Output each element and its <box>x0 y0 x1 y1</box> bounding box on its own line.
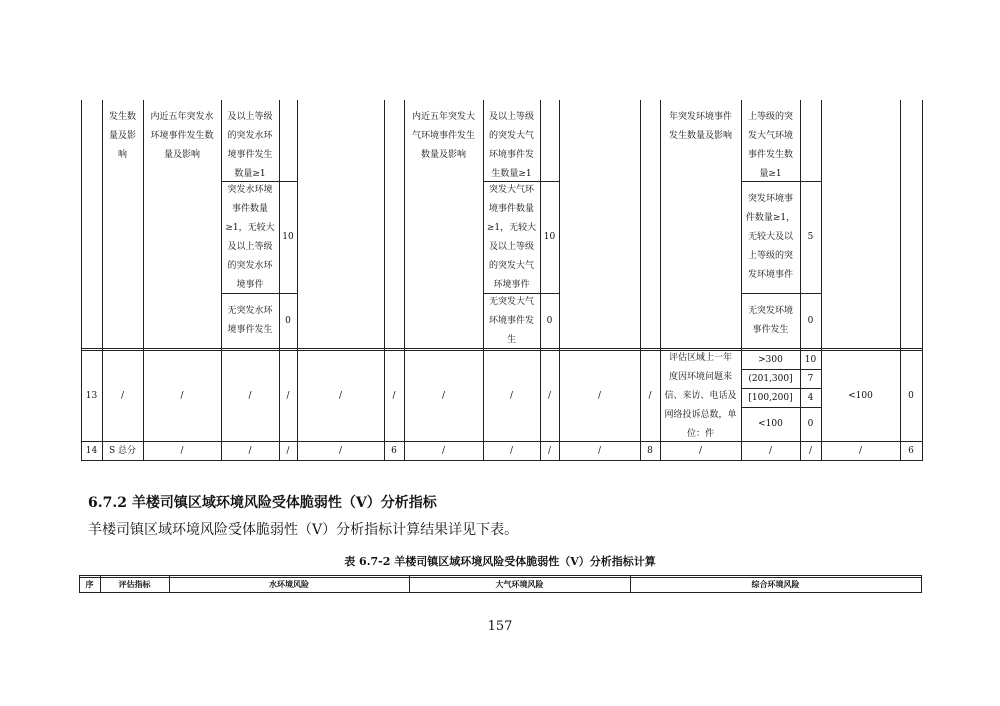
comp-complaints-desc: 评估区域上一年 度因环境问题来 信、来访、电话及 网络投诉总数，单 位：件 <box>664 352 737 439</box>
slash-cell: / <box>338 445 343 456</box>
page-number: 157 <box>487 619 513 634</box>
water-total: 6 <box>391 445 397 456</box>
row-number: 14 <box>85 445 98 456</box>
slash-cell: / <box>248 445 252 456</box>
comp-score-3: 0 <box>807 315 814 326</box>
comp-desc: 年突发环境事件 发生数量及影响 <box>668 112 732 141</box>
slash-cell: / <box>858 445 863 456</box>
table-line <box>79 592 921 593</box>
slash-cell: / <box>180 390 184 401</box>
slash-cell: / <box>392 390 396 401</box>
column-header: 评估指标 <box>118 578 151 589</box>
indicator-label: 发生数 量及影 响 <box>108 112 136 160</box>
section-heading: 6.7.2 羊楼司镇区域环境风险受体脆弱性（V）分析指标 <box>88 495 437 511</box>
column-header: 水环境风险 <box>269 578 309 589</box>
total-label: S 总分 <box>108 445 137 456</box>
slash-cell: / <box>698 445 703 456</box>
comp-score-2: 5 <box>807 232 814 242</box>
comp-criterion-2: 突发环境事 件数量≥1， 无较大及以 上等级的突 发环境事件 <box>745 194 796 280</box>
range-cell: [100,200] <box>748 392 793 403</box>
water-criterion-3: 无突发水环 境事件发生 <box>227 306 273 335</box>
table-line <box>922 100 923 461</box>
comp-criterion-3: 无突发环境 事件发生 <box>747 306 793 335</box>
slash-cell: / <box>338 390 343 401</box>
column-header: 综合环境风险 <box>751 578 800 589</box>
slash-cell: / <box>441 390 446 401</box>
range-score: 0 <box>807 419 814 429</box>
column-header: 大气环境风险 <box>495 578 544 589</box>
slash-cell: / <box>597 445 602 456</box>
slash-cell: / <box>180 445 184 456</box>
slash-cell: / <box>648 390 652 401</box>
section-paragraph: 羊楼司镇区域环境风险受体脆弱性（V）分析指标计算结果详见下表。 <box>88 522 519 538</box>
slash-cell: / <box>248 390 252 401</box>
range-cell: (201,300] <box>748 373 793 384</box>
range-cell: >300 <box>758 354 783 365</box>
water-criterion-2: 突发水环境 事件数量 ≥1，无较大 及以上等级 的突发水环 境事件 <box>225 184 275 290</box>
range-cell: <100 <box>758 419 783 429</box>
slash-cell: / <box>808 445 813 456</box>
slash-cell: / <box>768 445 773 456</box>
air-criterion-3: 无突发大气 环境事件发 生 <box>488 296 534 345</box>
air-score-2: 10 <box>543 232 556 242</box>
air-criterion-2: 突发大气环 境事件数量 ≥1，无较大 及以上等级 的突发大气 环境事件 <box>486 184 537 290</box>
water-score-2: 10 <box>282 232 294 242</box>
slash-cell: / <box>509 445 514 456</box>
range-score: 7 <box>807 373 814 384</box>
slash-cell: / <box>597 390 602 401</box>
row-number: 13 <box>85 390 98 401</box>
slash-cell: / <box>286 445 290 456</box>
slash-cell: / <box>286 390 290 401</box>
table-line <box>81 460 922 461</box>
air-desc: 内近五年突发大 气环境事件发生 数量及影响 <box>411 112 475 160</box>
air-criterion-1: 及以上等级 的突发大气 环境事件发 生数量≥1 <box>488 112 534 179</box>
water-desc: 内近五年突发水 环境事件发生数 量及影响 <box>150 112 214 160</box>
column-header: 序 <box>85 578 94 589</box>
table-line <box>921 575 922 593</box>
slash-cell: / <box>441 445 446 456</box>
air-total: 8 <box>647 445 653 456</box>
range-score: 4 <box>807 392 814 403</box>
complaint-value: <100 <box>848 390 873 401</box>
air-score-3: 0 <box>546 315 553 326</box>
water-score-3: 0 <box>285 315 291 326</box>
slash-cell: / <box>547 390 552 401</box>
complaint-result: 0 <box>908 390 914 401</box>
slash-cell: / <box>547 445 552 456</box>
comp-total: 6 <box>908 445 914 456</box>
water-criterion-1: 及以上等级 的突发水环 境事件发生 数量≥1 <box>227 112 273 179</box>
range-score: 10 <box>804 354 817 365</box>
slash-cell: / <box>509 390 514 401</box>
slash-cell: / <box>120 390 125 401</box>
table-caption: 表 6.7-2 羊楼司镇区域环境风险受体脆弱性（V）分析指标计算 <box>344 555 656 568</box>
comp-criterion-1: 上等级的突 发大气环境 事件发生数 量≥1 <box>747 112 793 179</box>
